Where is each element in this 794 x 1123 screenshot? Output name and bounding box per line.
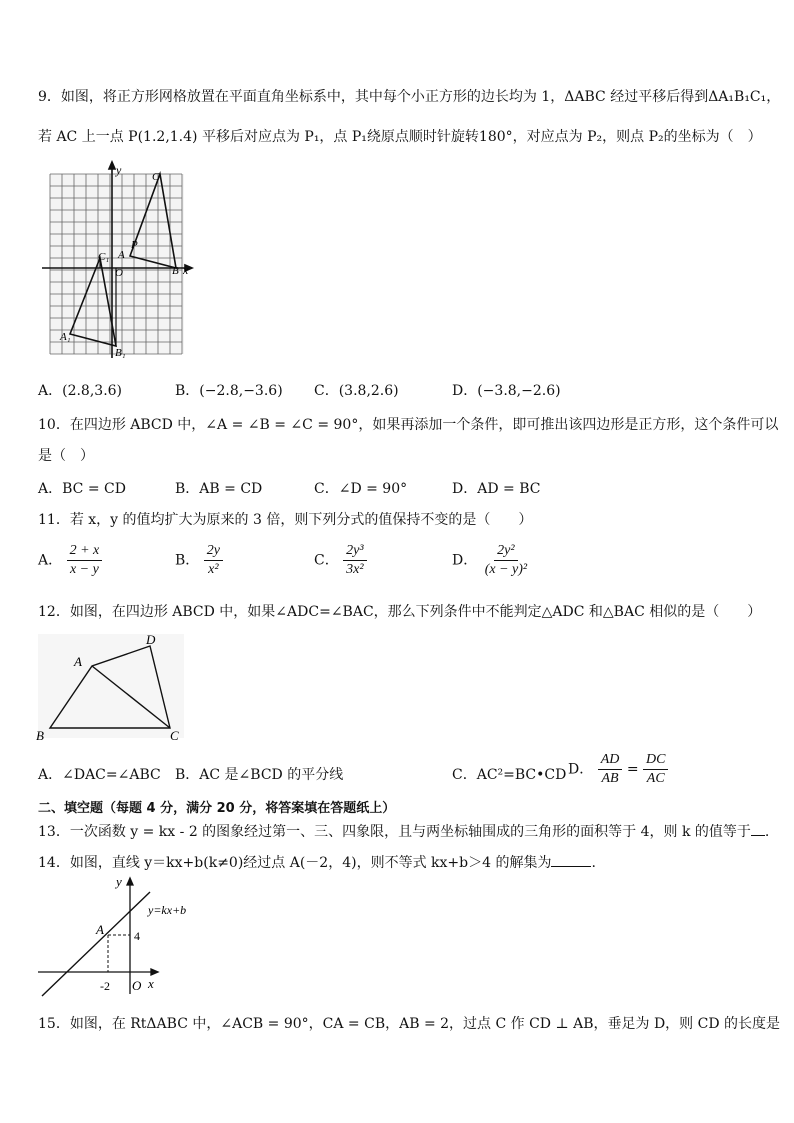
fraction-right: $\frac{DC}{AC}$ <box>643 752 668 787</box>
q9-text-line2: 若 AC 上一点 P(1.2,1.4) 平移后对应点为 P₁，点 P₁绕原点顺时针旋转180°，对应点为 P₂，则点 P₂的坐标为（ ） <box>38 129 762 145</box>
label-b: B <box>172 265 179 277</box>
equals-sign: = <box>626 761 639 778</box>
q9-option-d[interactable]: D．(−3.8,−2.6) <box>452 383 561 399</box>
fraction: $\frac{\text{2y²}}{\text{(x − y)²}}$ <box>484 543 528 577</box>
label-a: A <box>74 654 82 669</box>
q9-option-b[interactable]: B．(−2.8,−3.6) <box>175 383 283 399</box>
fraction: $\frac{2y}{\text{x²}}$ <box>204 543 223 578</box>
q14-text: 14．如图，直线 y＝kx+b(k≠0)经过点 A(－2，4)，则不等式 kx+b＞4 的解集为 . <box>38 855 596 871</box>
answer-blank[interactable] <box>751 823 765 836</box>
option-label: C． <box>314 552 339 569</box>
answer-blank[interactable] <box>551 854 591 867</box>
q14-line-graph <box>34 872 210 998</box>
q11-option-a[interactable] <box>38 543 102 578</box>
label-o: O <box>132 978 142 993</box>
q11-option-b[interactable] <box>175 543 223 578</box>
q12-quadrilateral-figure <box>34 632 186 744</box>
label-p: P <box>131 239 138 251</box>
label-b: B <box>36 728 44 743</box>
section-heading-fill-in: 二、填空题（每题 4 分，满分 20 分，将答案填在答题纸上） <box>38 801 396 816</box>
fraction: $\frac{2 + x}{x - y}$ <box>67 543 103 578</box>
q12-option-b[interactable]: B．AC 是∠BCD 的平分线 <box>175 767 344 783</box>
q10-option-d[interactable]: D．AD = BC <box>452 481 541 497</box>
label-b1: B₁ <box>115 347 126 359</box>
label-a1: A₁ <box>60 331 71 343</box>
label-a: A <box>118 249 125 261</box>
q10-option-c[interactable]: C．∠D = 90° <box>314 481 408 497</box>
option-label: B． <box>175 552 200 569</box>
label-x: x <box>148 976 154 991</box>
q13-text: 13．一次函数 y = kx - 2 的图象经过第一、三、四象限，且与两坐标轴围成的三角形的面积等于 4，则 k 的值等于 . <box>38 824 770 840</box>
q9-grid-figure <box>36 160 196 360</box>
label-c: C <box>152 171 160 183</box>
label-c: C <box>170 728 179 743</box>
label-d: D <box>146 632 156 647</box>
q9-option-a[interactable]: A．(2.8,3.6) <box>38 383 123 399</box>
label-x: x <box>183 263 189 277</box>
option-label: D． <box>568 761 594 778</box>
q12-option-c[interactable]: C．AC²=BC•CD <box>452 767 567 783</box>
q11-option-d[interactable] <box>452 543 530 578</box>
label-line-equation: y=kx+b <box>148 903 187 917</box>
label-neg2: -2 <box>100 979 110 993</box>
label-c1: C₁ <box>98 251 110 263</box>
q12-text-line1: 12．如图，在四边形 ABCD 中，如果∠ADC=∠BAC，那么下列条件中不能判定△ADC 和△BAC 相似的是（ ） <box>38 604 762 620</box>
q12-option-d[interactable] <box>568 752 668 787</box>
label-four: 4 <box>134 929 140 943</box>
label-o: O <box>115 267 123 279</box>
option-label: A． <box>38 552 63 569</box>
q10-text-line2: 是（ ） <box>38 448 94 464</box>
label-a: A <box>96 922 104 937</box>
q11-option-c[interactable] <box>314 543 367 578</box>
q15-text: 15．如图，在 RtΔABC 中，∠ACB = 90°，CA = CB，AB = 2，过点 C 作 CD ⊥ AB，垂足为 D，则 CD 的长度是 <box>38 1016 781 1032</box>
option-label: D． <box>452 552 478 569</box>
q10-option-a[interactable]: A．BC = CD <box>38 481 126 497</box>
q11-text-line1: 11．若 x，y 的值均扩大为原来的 3 倍，则下列分式的值保持不变的是（ ） <box>38 512 533 528</box>
q10-text-line1: 10．在四边形 ABCD 中，∠A = ∠B = ∠C = 90°，如果再添加一个条件，即可推出该四边形是正方形，这个条件可以 <box>38 417 779 433</box>
q10-option-b[interactable]: B．AB = CD <box>175 481 263 497</box>
q9-text-line1: 9．如图，将正方形网格放置在平面直角坐标系中，其中每个小正方形的边长均为 1，ΔABC 经过平移后得到ΔA₁B₁C₁， <box>38 89 781 105</box>
q12-option-a[interactable]: A．∠DAC=∠ABC <box>38 767 161 783</box>
fraction-left: $\frac{AD}{AB}$ <box>598 752 623 787</box>
label-y: y <box>116 163 122 177</box>
fraction: $\frac{\text{2y³}}{\text{3x²}}$ <box>343 543 366 578</box>
q9-option-c[interactable]: C．(3.8,2.6) <box>314 383 399 399</box>
label-y: y <box>116 874 122 889</box>
